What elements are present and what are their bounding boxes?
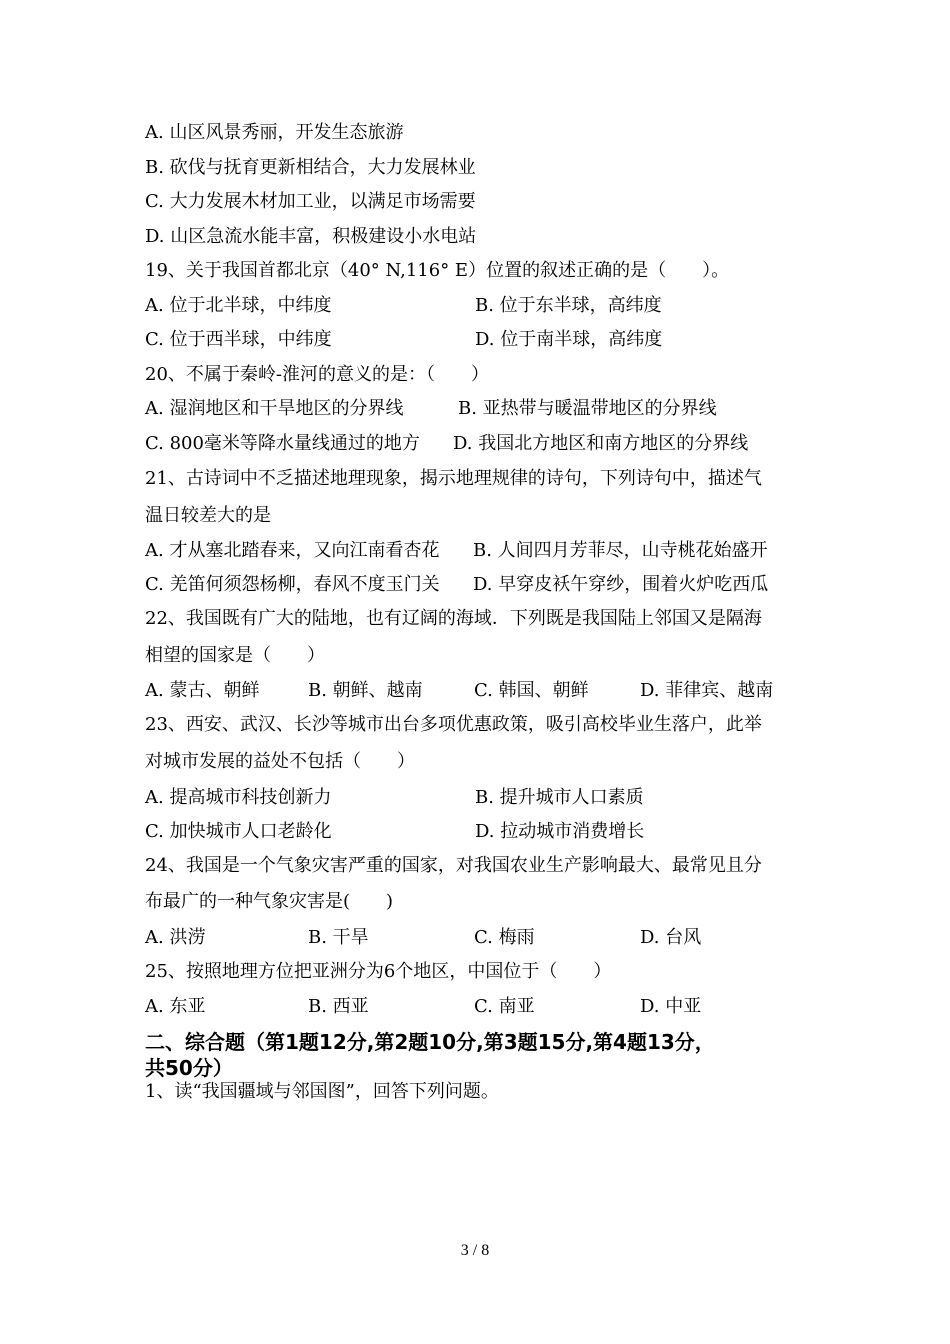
q23-stem-line1: 23、西安、武汉、长沙等城市出台多项优惠政策，吸引高校毕业生落户，此举 [145,714,762,735]
q24-stem-line1: 24、我国是一个气象灾害严重的国家，对我国农业生产影响最大、最常见且分 [145,855,762,876]
q22-option-c: C. 韩国、朝鲜 [474,680,589,701]
q20-option-a: A. 湿润地区和干旱地区的分界线 [145,398,404,419]
q21-option-d: D. 早穿皮袄午穿纱，围着火炉吃西瓜 [473,574,769,595]
q24-option-b: B. 干旱 [308,927,369,948]
q22-stem-line1: 22、我国既有广大的陆地，也有辽阔的海域．下列既是我国陆上邻国又是隔海 [145,608,762,629]
q22-stem-line2: 相望的国家是（ ） [145,645,325,666]
q23-option-b: B. 提升城市人口素质 [475,787,644,808]
q22-option-b: B. 朝鲜、越南 [308,680,423,701]
section2-heading-line1: 二、综合题（第1题12分,第2题10分,第3题15分,第4题13分， [145,1030,715,1054]
q19-option-d: D. 位于南半球，高纬度 [475,329,663,350]
q23-option-a: A. 提高城市科技创新力 [145,787,332,808]
q23-option-c: C. 加快城市人口老龄化 [145,821,332,842]
q21-option-c: C. 羌笛何须怨杨柳，春风不度玉门关 [145,574,440,595]
q21-stem-line2: 温日较差大的是 [145,505,271,526]
q18-option-b: B. 砍伐与抚育更新相结合，大力发展林业 [145,157,476,178]
q25-stem: 25、按照地理方位把亚洲分为6个地区，中国位于（ ） [145,961,612,982]
q19-option-c: C. 位于西半球，中纬度 [145,329,332,350]
q18-option-a: A. 山区风景秀丽，开发生态旅游 [145,122,404,143]
q25-option-d: D. 中亚 [640,996,702,1017]
q25-option-a: A. 东亚 [145,996,206,1017]
q20-stem: 20、不属于秦岭-淮河的意义的是：（ ） [145,364,489,385]
q18-option-c: C. 大力发展木材加工业，以满足市场需要 [145,191,476,212]
q24-stem-line2: 布最广的一种气象灾害是( ) [145,891,394,912]
q24-option-a: A. 洪涝 [145,927,206,948]
q24-option-c: C. 梅雨 [474,927,535,948]
q23-option-d: D. 拉动城市消费增长 [475,821,645,842]
q23-stem-line2: 对城市发展的益处不包括（ ） [145,751,415,772]
section2-heading-line2: 共50分） [145,1056,233,1080]
q21-stem-line1: 21、古诗词中不乏描述地理现象，揭示地理规律的诗句，下列诗句中，描述气 [145,468,762,489]
q22-option-d: D. 菲律宾、越南 [640,680,774,701]
q21-option-b: B. 人间四月芳菲尽，山寺桃花始盛开 [473,540,768,561]
q19-option-a: A. 位于北半球，中纬度 [145,295,332,316]
q21-option-a: A. 才从塞北踏春来，又向江南看杏花 [145,540,440,561]
q24-option-d: D. 台风 [640,927,702,948]
q22-option-a: A. 蒙古、朝鲜 [145,680,260,701]
q25-option-b: B. 西亚 [308,996,369,1017]
q20-option-b: B. 亚热带与暖温带地区的分界线 [458,398,717,419]
page-number: 3 / 8 [460,1242,490,1259]
section2-question1: 1、读“我国疆域与邻国图”，回答下列问题。 [145,1081,499,1102]
q25-option-c: C. 南亚 [474,996,535,1017]
q20-option-c: C. 800毫米等降水量线通过的地方 [145,433,420,454]
q19-stem: 19、关于我国首都北京（40° N,116° E）位置的叙述正确的是（ ）。 [145,260,730,281]
q20-option-d: D. 我国北方地区和南方地区的分界线 [453,433,749,454]
q19-option-b: B. 位于东半球，高纬度 [475,295,662,316]
q18-option-d: D. 山区急流水能丰富，积极建设小水电站 [145,226,477,247]
